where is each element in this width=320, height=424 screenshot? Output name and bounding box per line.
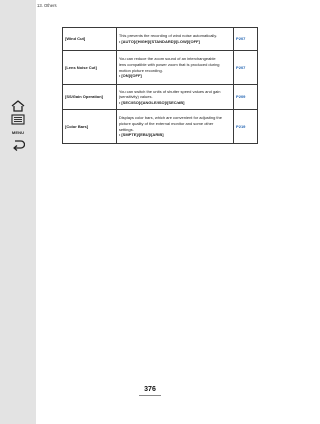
menu-label: MENU [11, 129, 25, 135]
description-line: (sensitivity) values. [118, 94, 153, 100]
setting-name: [SS/Gain Operation] [63, 85, 117, 110]
description-line: You can reduce the zoom sound of an interchangeable [118, 56, 216, 62]
setting-options: • [SEC/ISO]/[ANGLE/ISO]/[SEC/dB] [118, 99, 185, 105]
description-line: picture quality of the external monitor and some other [118, 120, 214, 126]
home-icon [10, 100, 26, 112]
setting-options: • [SMPTE]/[EBU]/[ARIB] [118, 132, 164, 138]
setting-description [116, 28, 233, 51]
home-button[interactable] [6, 99, 30, 113]
setting-description [116, 110, 233, 144]
settings-table [62, 27, 258, 144]
setting-name: [Wind Cut] [63, 28, 117, 51]
page-reference-link[interactable]: P209 [234, 85, 258, 110]
setting-name: [Lens Noise Cut] [63, 51, 117, 85]
page-number-underline [139, 395, 161, 396]
setting-options: • [ON]/[OFF] [118, 73, 142, 79]
description-line: This prevents the recording of wind noise automatically. [118, 33, 218, 39]
setting-description [116, 85, 233, 110]
description-line: You can switch the units of shutter speed values and gain [118, 88, 221, 94]
setting-description [116, 51, 233, 85]
table-row [63, 28, 258, 51]
page-reference-link[interactable]: P207 [234, 51, 258, 85]
contents-icon [11, 114, 25, 125]
back-icon [11, 139, 25, 151]
description-line: lens compatible with power zoom that is produced during [118, 61, 220, 67]
description-line: settings. [118, 126, 134, 132]
page-number: 376 [144, 386, 156, 393]
sidebar [0, 0, 36, 424]
description-line: motion picture recording. [118, 67, 163, 73]
table-row [63, 85, 258, 110]
section-title: 13. Others [37, 3, 57, 8]
page-reference-link[interactable]: P207 [234, 28, 258, 51]
setting-name: [Color Bars] [63, 110, 117, 144]
table-row [63, 51, 258, 85]
table-row [63, 110, 258, 144]
menu-button[interactable] [6, 125, 30, 139]
contents-button[interactable] [6, 112, 30, 126]
page-reference-link[interactable]: P219 [234, 110, 258, 144]
back-button[interactable] [6, 138, 30, 152]
setting-options: • [AUTO]/[HIGH]/[STANDARD]/[LOW]/[OFF] [118, 39, 200, 44]
description-line: Displays color bars, which are convenient for adjusting the [118, 115, 222, 121]
